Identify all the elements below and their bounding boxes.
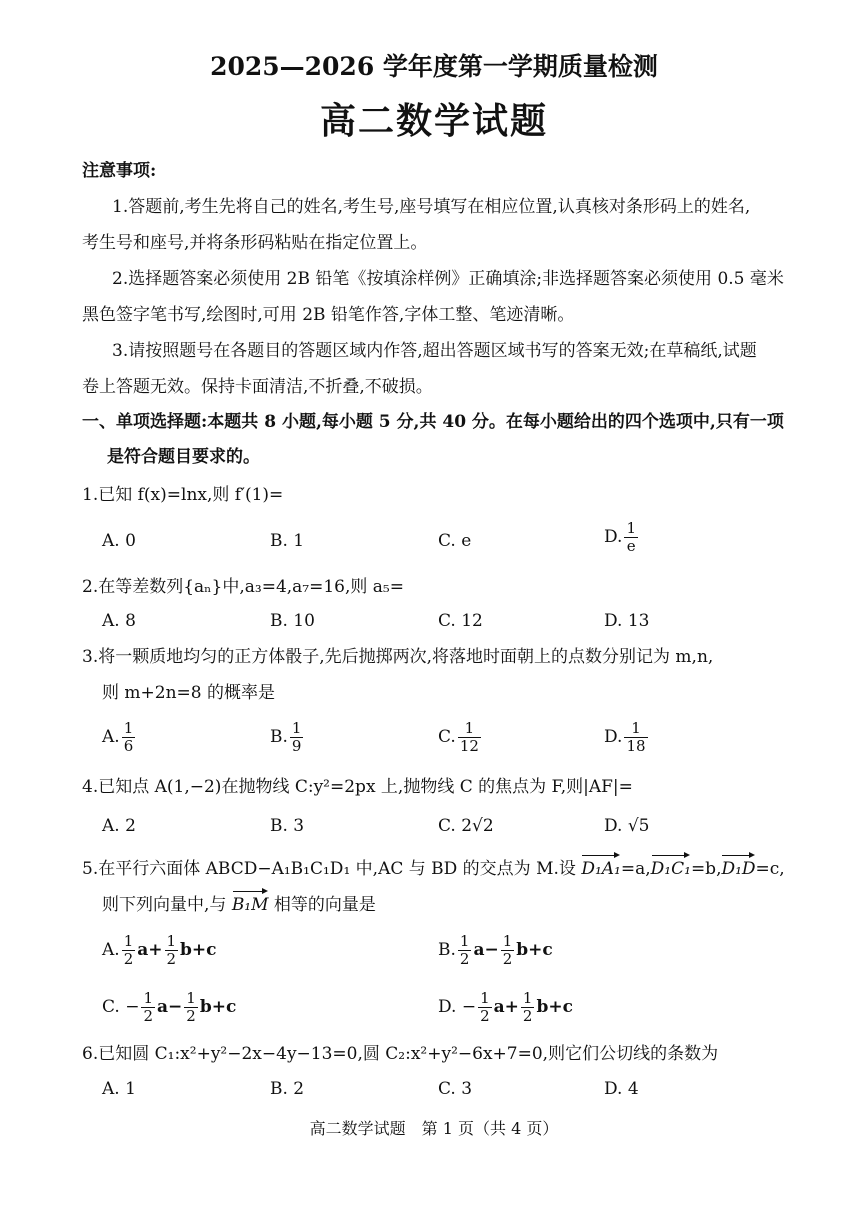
question-6-stem: 6.已知圆 C₁:x²+y²−2x−4y−13=0,圆 C₂:x²+y²−6x+7=0,则它们公切线的条数为: [82, 1044, 719, 1064]
question-2-option-a: A. 8: [102, 611, 136, 631]
question-4-option-b: B. 3: [270, 816, 305, 836]
note-1-line-1: 1.答题前,考生先将自己的姓名,考生号,座号填写在相应位置,认真核对条形码上的姓名,: [112, 197, 751, 217]
question-3-option-c: C. $\frac{1}{12}$: [438, 719, 479, 755]
exam-title: 2025—2026 学年度第一学期质量检测: [210, 52, 658, 81]
notes-heading: 注意事项:: [82, 161, 157, 181]
section-1-line-1: 一、单项选择题:本题共 8 小题,每小题 5 分,共 40 分。在每小题给出的四个选项中,只有一项: [82, 412, 784, 432]
fraction: $\frac{1}{2}$: [459, 932, 470, 968]
subject-title: 高二数学试题: [319, 100, 548, 142]
vector-d1c1: D₁C₁: [651, 852, 691, 880]
fraction: $\frac{1}{2}$: [123, 932, 134, 968]
vector-d1a1: D₁A₁: [581, 852, 621, 880]
question-3-option-a: A. $\frac{1}{6}$: [102, 719, 134, 755]
question-1-option-d: [604, 520, 640, 555]
question-1-option-b: B. 1: [270, 531, 305, 551]
question-5-option-d: D. − $\frac{1}{2}$ a+ $\frac{1}{2}$ b+c: [438, 989, 573, 1025]
fraction: $\frac{1}{2}$: [166, 932, 177, 968]
fraction: $\frac{1}{2}$: [186, 989, 196, 1025]
question-4-option-d: D. √5: [604, 816, 650, 836]
question-3-option-b: B. $\frac{1}{9}$: [270, 719, 302, 755]
question-3-stem-line-2: 则 m+2n=8 的概率是: [102, 683, 275, 703]
question-2-stem: 2.在等差数列{aₙ}中,a₃=4,a₇=16,则 a₅=: [82, 577, 404, 597]
question-6-option-d: D. 4: [604, 1079, 639, 1099]
question-4-option-a: A. 2: [102, 816, 136, 836]
option-label: D.: [604, 527, 623, 547]
question-5-stem-line-1: 5.在平行六面体 ABCD−A₁B₁C₁D₁ 中,AC 与 BD 的交点为 M.设 D₁A₁=a,D₁C₁=b,D₁D=c,: [82, 852, 785, 880]
fraction: $\frac{1}{18}$: [626, 719, 646, 755]
page-footer: 高二数学试题 第 1 页（共 4 页）: [309, 1119, 559, 1138]
fraction: $\frac{1}{9}$: [291, 719, 302, 755]
fraction: $\frac{1}{2}$: [522, 989, 533, 1025]
fraction: $\frac{1}{e}$: [626, 519, 636, 555]
question-2-option-d: D. 13: [604, 611, 650, 631]
fraction: $\frac{1}{2}$: [143, 989, 153, 1025]
question-5-stem-line-2: 则下列向量中,与 B₁M 相等的向量是: [102, 888, 376, 916]
question-6-option-a: A. 1: [102, 1079, 136, 1099]
question-6-option-c: C. 3: [438, 1079, 473, 1099]
question-3-option-d: D. $\frac{1}{18}$: [604, 719, 646, 755]
fraction: $\frac{1}{12}$: [459, 719, 479, 755]
fraction: $\frac{1}{2}$: [480, 989, 490, 1025]
question-4-stem: 4.已知点 A(1,−2)在抛物线 C:y²=2px 上,抛物线 C 的焦点为 F,则|AF|=: [82, 777, 633, 797]
note-3-line-1: 3.请按照题号在各题目的答题区域内作答,超出答题区域书写的答案无效;在草稿纸,试题: [112, 341, 757, 361]
question-1-option-a: A. 0: [102, 531, 136, 551]
note-2-line-1: 2.选择题答案必须使用 2B 铅笔《按填涂样例》正确填涂;非选择题答案必须使用 0.5 毫米: [112, 269, 784, 289]
vector-b1m: B₁M: [232, 888, 269, 916]
question-2-option-c: C. 12: [438, 611, 483, 631]
fraction: $\frac{1}{6}$: [123, 719, 134, 755]
question-4-option-c: C. 2√2: [438, 816, 494, 836]
question-5-option-b: B. $\frac{1}{2}$ a− $\frac{1}{2}$ b+c: [438, 932, 553, 968]
question-1-stem: 1.已知 f(x)=lnx,则 f′(1)=: [82, 485, 284, 505]
note-1-line-2: 考生号和座号,并将条形码粘贴在指定位置上。: [82, 233, 428, 253]
fraction: $\frac{1}{2}$: [502, 932, 513, 968]
section-1-line-2: 是符合题目要求的。: [107, 447, 260, 467]
note-3-line-2: 卷上答题无效。保持卡面清洁,不折叠,不破损。: [82, 377, 433, 397]
question-6-option-b: B. 2: [270, 1079, 305, 1099]
vector-d1d: D₁D: [721, 852, 755, 880]
note-2-line-2: 黑色签字笔书写,绘图时,可用 2B 铅笔作答,字体工整、笔迹清晰。: [82, 305, 575, 325]
question-1-option-c: C. e: [438, 531, 472, 551]
question-5-option-c: C. − $\frac{1}{2}$ a− $\frac{1}{2}$ b+c: [102, 989, 237, 1025]
question-5-option-a: A. $\frac{1}{2}$ a+ $\frac{1}{2}$ b+c: [102, 932, 217, 968]
question-3-stem-line-1: 3.将一颗质地均匀的正方体骰子,先后抛掷两次,将落地时面朝上的点数分别记为 m,n,: [82, 647, 714, 667]
question-2-option-b: B. 10: [270, 611, 315, 631]
